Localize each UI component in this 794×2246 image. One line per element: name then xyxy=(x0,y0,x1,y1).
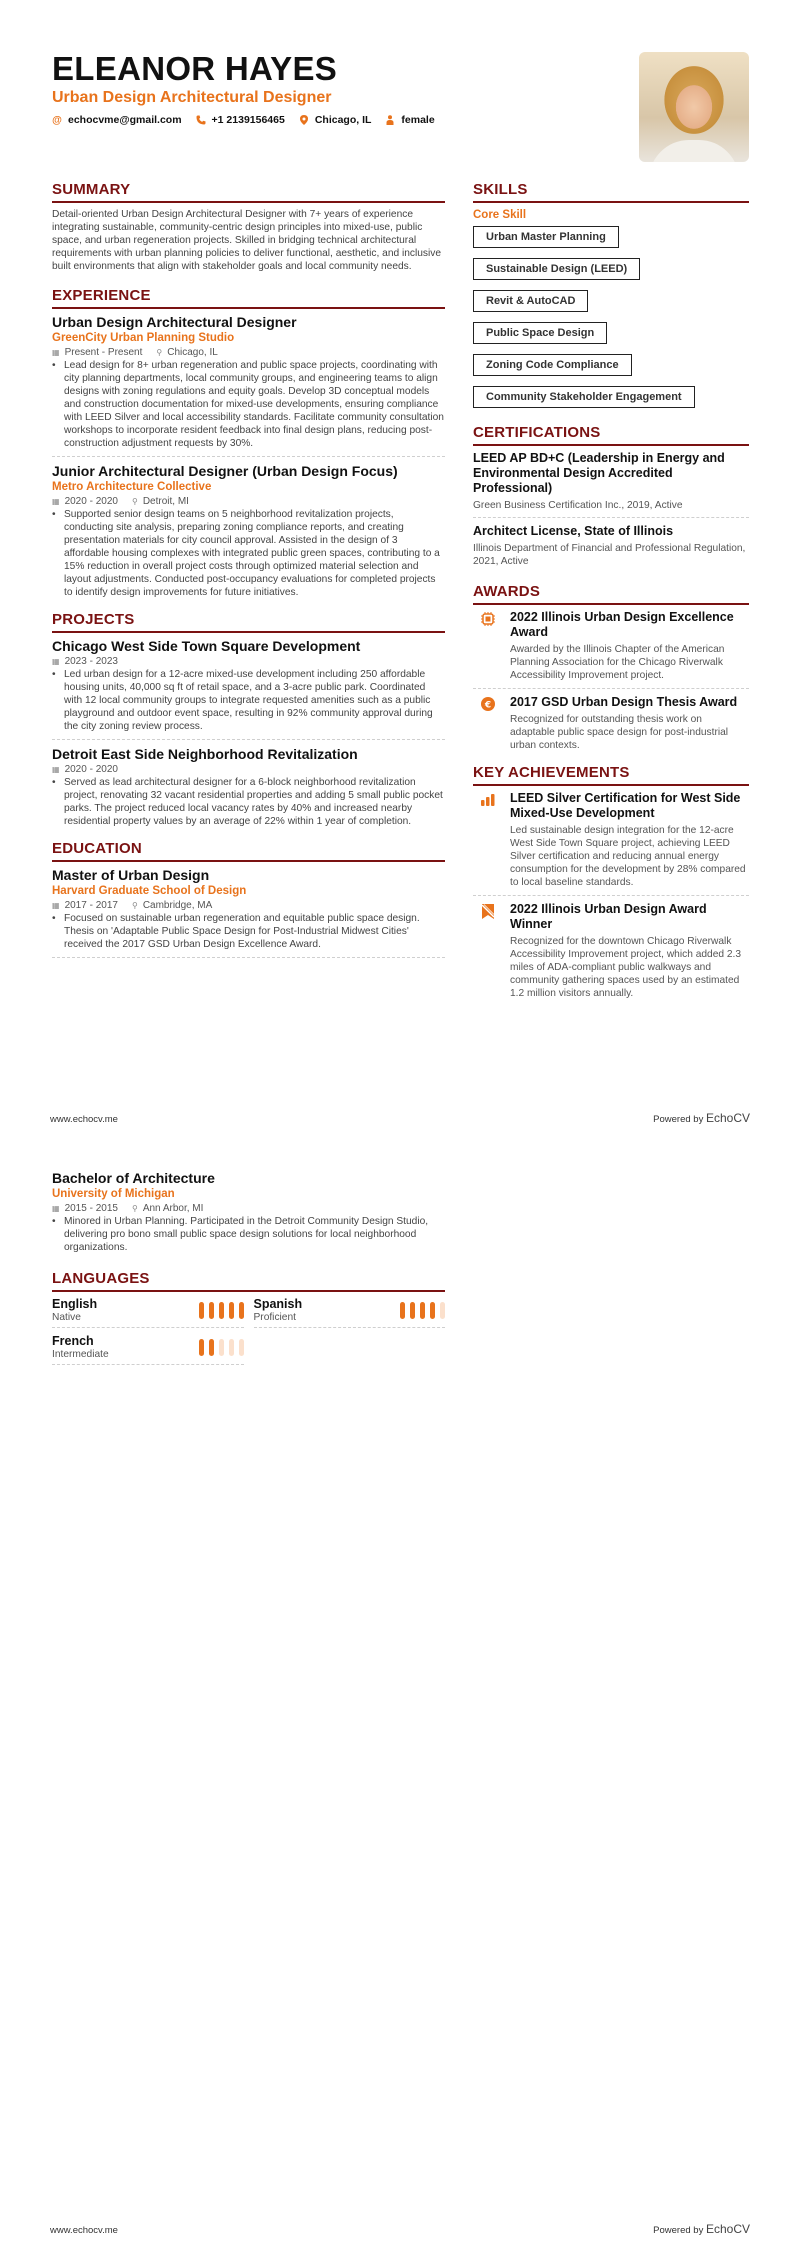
entry-meta xyxy=(52,899,445,912)
location-pin-icon: ⚲ xyxy=(156,348,163,357)
page-footer xyxy=(50,1111,750,1125)
calendar-icon: ▦ xyxy=(52,1204,60,1213)
dates: 2023 - 2023 xyxy=(64,656,118,667)
certification-title: Architect License, State of Illinois xyxy=(473,524,674,538)
person-icon xyxy=(385,115,395,125)
right-column xyxy=(473,181,749,1012)
bar-chart-icon xyxy=(473,791,510,889)
profile-photo xyxy=(639,52,749,162)
job-title: Junior Architectural Designer (Urban Design Focus) xyxy=(52,463,398,479)
resume-header xyxy=(52,50,652,126)
bullet-item: • Focused on sustainable urban regeneration and equitable public space design. Thesis on 'Adaptable Public Space Design for Post-Industrial Midwest Cities' received the 2017 GSD Urban Design Excellence Award. xyxy=(52,912,445,951)
calendar-icon: ▦ xyxy=(52,348,60,357)
achievement-entry xyxy=(473,902,749,1006)
powered-by xyxy=(653,1111,750,1125)
powered-by-label: Powered by xyxy=(653,1114,704,1125)
section-heading: EXPERIENCE xyxy=(52,287,445,309)
summary-text: Detail-oriented Urban Design Architectural Designer with 7+ years of experience integrating sustainable, community-centric design principles into mixed-use, public space, and urban regeneration projects. Skilled in bridging technical architectural requirements with urban planning policies to deliver functional, aesthetic, and inclusive built environments that align with stakeholder goals and local community needs. xyxy=(52,209,442,272)
school-name: Harvard Graduate School of Design xyxy=(52,885,247,897)
brand-name[interactable]: EchoCV xyxy=(705,2222,750,2236)
entry-meta xyxy=(52,495,445,508)
achievements-section xyxy=(473,764,749,1006)
phone-text: +1 2139156465 xyxy=(211,114,285,126)
location: Cambridge, MA xyxy=(142,900,213,911)
school-name: University of Michigan xyxy=(52,1188,175,1200)
company-name: Metro Architecture Collective xyxy=(52,481,212,493)
entry-meta xyxy=(52,346,445,359)
svg-text:€: € xyxy=(484,700,492,711)
bullet-item: • Served as lead architectural designer for a 6-block neighborhood revitalization project, renovating 32 vacant residential properties and adding 5 small public pocket parks. The project reduced local vacancy rates by 40% and increased nearby residential property values by an average of 22% within 1 year of completion. xyxy=(52,776,445,828)
certification-entry xyxy=(473,451,749,518)
dates: 2015 - 2015 xyxy=(64,1203,118,1214)
achievement-detail: Led sustainable design integration for the 12-acre West Side Town Square project, achieving LEED Silver certification and reducing annual energy consumption for the development by 28% compared to local baseline standards. xyxy=(510,825,746,888)
contact-row xyxy=(52,114,652,126)
bullet-text: Supported senior design teams on 5 neighborhood revitalization projects, conducting site analysis, preparing zoning compliance reports, and creating presentation materials for city council approval. Assisted in the design of 3 affordable housing complexes with integrated public green spaces, contributing to a 15% reduction in overall project costs through optimized material selection and layout adjustments. Conducted post-occupancy evaluations for completed projects to identify design improvements for future initiatives. xyxy=(64,509,440,598)
certification-title: LEED AP BD+C (Leadership in Energy and Environmental Design Accredited Professional) xyxy=(473,451,725,495)
bullet-text: Lead design for 8+ urban regeneration and public space projects, coordinating with city planning departments, local community groups, and engineering teams to align designs with zoning regulations and equity goals. Develop 3D conceptual models and construction documentation for mixed-use developments, ensuring compliance with LEED Silver and local accessibility standards. Facilitate community consultation workshops to incorporate resident feedback into final design plans, reducing post-construction adjustment requests by 30%. xyxy=(64,360,444,449)
certifications-section xyxy=(473,424,749,573)
section-heading: KEY ACHIEVEMENTS xyxy=(473,764,749,786)
dates: 2017 - 2017 xyxy=(64,900,118,911)
education-section-continued xyxy=(52,1170,445,1260)
chip-icon xyxy=(473,610,510,682)
bullet-item: • Led urban design for a 12-acre mixed-use development including 250 affordable housing units, 40,000 sq ft of retail space, and a 3-acre public park. Coordinated with 12 local community groups to integrate requested amenities such as a public playground and outdoor event space, resulting in 92% community approval during the city zoning review process. xyxy=(52,668,445,733)
language-level: Native xyxy=(52,1312,81,1323)
location-pin-icon: ⚲ xyxy=(131,1204,138,1213)
language-entry xyxy=(254,1297,446,1328)
project-entry xyxy=(52,638,445,740)
job-title: Urban Design Architectural Designer xyxy=(52,314,297,330)
skill-tag: Urban Master Planning xyxy=(473,226,619,248)
dates: 2020 - 2020 xyxy=(64,764,118,775)
skills-section xyxy=(473,181,749,418)
powered-by-label: Powered by xyxy=(653,2225,704,2236)
achievement-title: 2022 Illinois Urban Design Award Winner xyxy=(510,902,707,931)
company-name: GreenCity Urban Planning Studio xyxy=(52,332,235,344)
location-pin-icon: ⚲ xyxy=(131,497,138,506)
skill-tag: Community Stakeholder Engagement xyxy=(473,386,695,408)
language-name: English xyxy=(52,1297,98,1311)
degree-title: Bachelor of Architecture xyxy=(52,1170,215,1186)
location-text: Chicago, IL xyxy=(314,114,372,126)
dates: Present - Present xyxy=(64,347,143,358)
bullet-text: Served as lead architectural designer for a 6-block neighborhood revitalization project, renovating 32 vacant residential properties and adding 5 small public pocket parks. The project reduced local vacancy rates by 40% and increased nearby residential property values by an average of 22% within 1 year of completion. xyxy=(64,777,443,827)
bullet-item: • Supported senior design teams on 5 neighborhood revitalization projects, conducting site analysis, preparing zoning compliance reports, and creating presentation materials for city council approval. Assisted in the design of 3 affordable housing complexes with integrated public green spaces, contributing to a 15% reduction in overall project costs through optimized material selection and layout adjustments. Conducted post-occupancy evaluations for completed projects to identify design improvements for future initiatives. xyxy=(52,508,445,599)
skill-tag: Sustainable Design (LEED) xyxy=(473,258,640,280)
website-link[interactable]: www.echocv.me xyxy=(50,2225,118,2236)
location-pin-icon: ⚲ xyxy=(131,901,138,910)
bookmark-slash-icon xyxy=(473,902,510,1000)
award-title: 2022 Illinois Urban Design Excellence Award xyxy=(510,610,734,639)
location: Ann Arbor, MI xyxy=(142,1203,204,1214)
skill-tag: Zoning Code Compliance xyxy=(473,354,632,376)
euro-coin-icon xyxy=(473,695,510,752)
bullet-text: Minored in Urban Planning. Participated in the Detroit Community Design Studio, delivering pro bono small public space design solutions for local neighborhood organizations. xyxy=(64,1216,429,1253)
language-name: French xyxy=(52,1334,94,1348)
skill-tag: Public Space Design xyxy=(473,322,607,344)
email-text: echocvme@gmail.com xyxy=(68,114,182,126)
section-heading: EDUCATION xyxy=(52,840,445,862)
summary-section xyxy=(52,181,445,273)
bullet-item: • Minored in Urban Planning. Participated in the Detroit Community Design Studio, delivering pro bono small public space design solutions for local neighborhood organizations. xyxy=(52,1215,445,1254)
experience-entry xyxy=(52,314,445,457)
entry-meta xyxy=(52,763,445,776)
award-detail: Awarded by the Illinois Chapter of the American Planning Association for the Chicago Riverwalk Accessibility Improvement project. xyxy=(510,644,725,681)
award-detail: Recognized for outstanding thesis work on adaptable public space design for post-industrial urban contexts. xyxy=(510,714,729,751)
calendar-icon: ▦ xyxy=(52,765,60,774)
left-column xyxy=(52,181,445,964)
language-entry xyxy=(52,1334,244,1365)
calendar-icon: ▦ xyxy=(52,497,60,506)
language-name: Spanish xyxy=(253,1297,303,1311)
contact-gender xyxy=(385,114,434,126)
language-entry xyxy=(52,1297,244,1328)
proficiency-bars xyxy=(395,1302,445,1319)
language-level: Proficient xyxy=(253,1312,296,1323)
achievement-entry xyxy=(473,791,749,896)
project-entry xyxy=(52,746,445,834)
resume-page-2 xyxy=(0,1135,794,2246)
location: Detroit, MI xyxy=(142,496,189,507)
bullet-text: Led urban design for a 12-acre mixed-use development including 250 affordable housing units, 40,000 sq ft of retail space, and a 3-acre public park. Coordinated with 12 local community groups to integrate requested amenities such as a public playground and outdoor event space, resulting in 92% community approval during the city zoning review process. xyxy=(64,669,433,732)
gender-text: female xyxy=(401,114,435,126)
candidate-title: Urban Design Architectural Designer xyxy=(52,89,332,106)
proficiency-bars xyxy=(194,1339,244,1356)
entry-meta xyxy=(52,1202,445,1215)
education-entry xyxy=(52,867,445,958)
skills-list xyxy=(473,226,749,418)
education-section xyxy=(52,840,445,958)
certification-detail: Illinois Department of Financial and Professional Regulation, 2021, Active xyxy=(473,543,746,567)
bullet-item: • Lead design for 8+ urban regeneration and public space projects, coordinating with city planning departments, local community groups, and engineering teams to align designs with zoning regulations and equity goals. Develop 3D conceptual models and construction documentation for mixed-use developments, ensuring compliance with LEED Silver and local accessibility standards. Facilitate community consultation workshops to incorporate resident feedback into final design plans, reducing post-construction adjustment requests by 30%. xyxy=(52,360,444,449)
section-heading: SUMMARY xyxy=(52,181,445,203)
calendar-icon: ▦ xyxy=(52,657,60,666)
calendar-icon: ▦ xyxy=(52,901,60,910)
section-heading: PROJECTS xyxy=(52,611,445,633)
skill-category: Core Skill xyxy=(473,209,527,221)
candidate-name: ELEANOR HAYES xyxy=(52,50,338,87)
section-heading: LANGUAGES xyxy=(52,1270,445,1292)
dates: 2020 - 2020 xyxy=(64,496,118,507)
project-title: Chicago West Side Town Square Development xyxy=(52,638,361,654)
languages-section xyxy=(52,1270,445,1371)
phone-icon xyxy=(196,115,206,125)
experience-entry xyxy=(52,463,445,605)
certification-detail: Green Business Certification Inc., 2019, Active xyxy=(473,500,683,511)
award-entry xyxy=(473,610,749,689)
project-title: Detroit East Side Neighborhood Revitalization xyxy=(52,746,358,762)
section-heading: SKILLS xyxy=(473,181,749,203)
degree-title: Master of Urban Design xyxy=(52,867,210,883)
certification-entry xyxy=(473,524,749,573)
page-footer xyxy=(50,2222,750,2236)
experience-section xyxy=(52,287,445,605)
education-entry xyxy=(52,1170,445,1260)
projects-section xyxy=(52,611,445,834)
at-icon: @ xyxy=(52,114,62,126)
brand-name[interactable]: EchoCV xyxy=(705,1111,750,1125)
website-link[interactable]: www.echocv.me xyxy=(50,1114,118,1125)
languages-grid xyxy=(52,1297,445,1371)
awards-section xyxy=(473,583,749,758)
entry-meta xyxy=(52,655,445,668)
section-heading: CERTIFICATIONS xyxy=(473,424,749,446)
contact-email[interactable] xyxy=(52,114,182,126)
achievement-detail: Recognized for the downtown Chicago Riverwalk Accessibility Improvement project, which added 2.3 miles of ADA-compliant public walkways and community gathering spaces used by an estimated 1.2 million visitors annually. xyxy=(510,936,742,999)
contact-location xyxy=(299,114,372,126)
language-level: Intermediate xyxy=(52,1349,109,1360)
left-column-continued xyxy=(52,1170,445,1371)
location-pin-icon xyxy=(299,115,309,125)
section-heading: AWARDS xyxy=(473,583,749,605)
contact-phone[interactable] xyxy=(196,114,285,126)
powered-by xyxy=(653,2222,750,2236)
skill-tag: Revit & AutoCAD xyxy=(473,290,588,312)
achievement-title: LEED Silver Certification for West Side Mixed-Use Development xyxy=(510,791,741,820)
bullet-text: Focused on sustainable urban regeneration and equitable public space design. Thesis on 'Adaptable Public Space Design for Post-Industrial Midwest Cities' received the 2017 GSD Urban Design Excellence Award. xyxy=(64,913,420,950)
award-title: 2017 GSD Urban Design Thesis Award xyxy=(510,695,738,709)
award-entry xyxy=(473,695,749,758)
location: Chicago, IL xyxy=(167,347,218,358)
proficiency-bars xyxy=(194,1302,244,1319)
